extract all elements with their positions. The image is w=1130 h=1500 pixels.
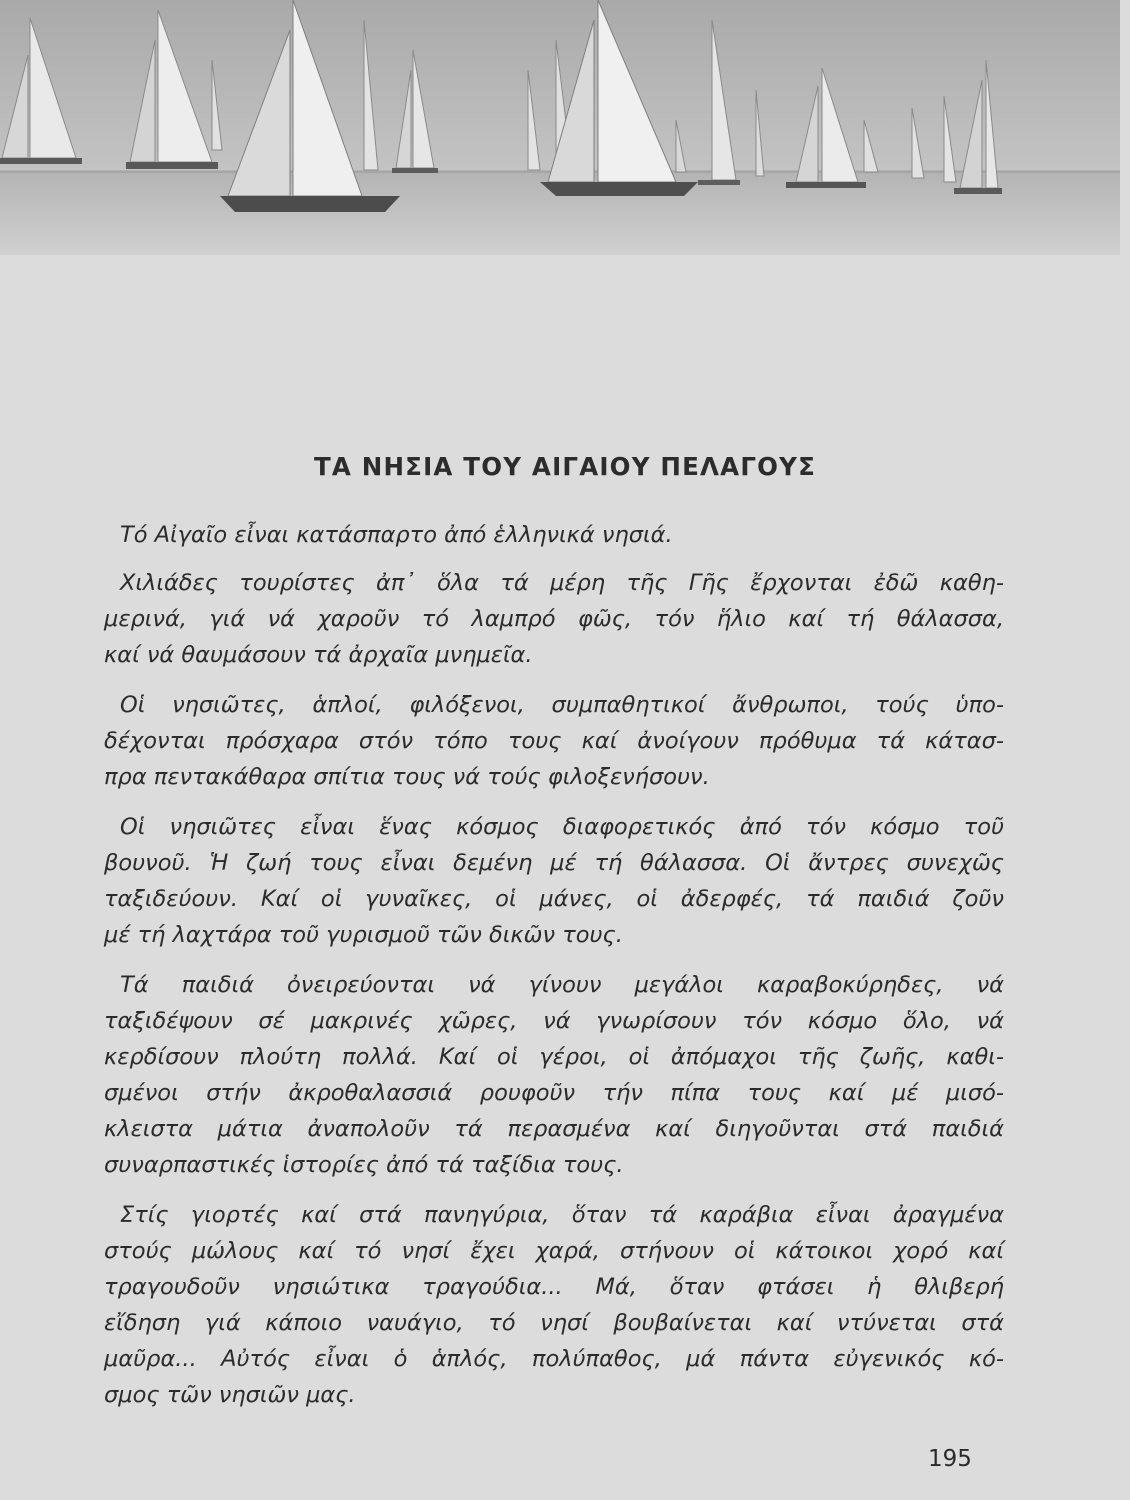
paragraph bbox=[104, 967, 1004, 1003]
text-line: πρα πεντακάθαρα σπίτια τους νά τούς φιλοξενήσουν. bbox=[104, 764, 710, 790]
paragraph bbox=[104, 1197, 1004, 1233]
text-line: κλειστα μάτια ἀναπολοῦν τά περασμένα καί διηγοῦνται στά παιδιά bbox=[104, 1116, 1004, 1142]
text-line: Τά παιδιά ὀνειρεύονται νά γίνουν μεγάλοι καραβοκύρηδες, νά bbox=[120, 972, 1004, 998]
text-line: ταξιδέψουν σέ μακρινές χῶρες, νά γνωρίσουν τόν κόσμο ὅλο, νά bbox=[104, 1008, 1004, 1034]
sailboats-photo bbox=[0, 0, 1130, 255]
text-line: μερινά, γιά νά χαροῦν τό λαμπρό φῶς, τόν ἥλιο καί τή θάλασσα, bbox=[104, 606, 1004, 632]
paragraph-continuation bbox=[104, 1003, 1004, 1183]
text-line: σμένοι στήν ἀκροθαλασσιά ρουφοῦν τήν πίπα τους καί μέ μισό- bbox=[104, 1080, 1004, 1106]
paragraph-continuation bbox=[104, 1233, 1004, 1413]
text-line: Στίς γιορτές καί στά πανηγύρια, ὅταν τά καράβια εἶναι ἀραγμένα bbox=[120, 1202, 1004, 1228]
paragraph-continuation bbox=[104, 845, 1004, 953]
text-line: βουνοῦ. Ἡ ζωή τους εἶναι δεμένη μέ τή θάλασσα. Οἱ ἄντρες συνεχῶς bbox=[104, 850, 1004, 876]
body-text bbox=[104, 517, 1004, 1413]
text-line: σμος τῶν νησιῶν μας. bbox=[104, 1382, 356, 1408]
paragraph bbox=[104, 565, 1004, 601]
sailboats-illustration bbox=[0, 0, 1130, 255]
text-line: καί νά θαυμάσουν τά ἀρχαῖα μνημεῖα. bbox=[104, 642, 533, 668]
paragraph-continuation bbox=[104, 601, 1004, 673]
text-line: στούς μώλους καί τό νησί ἔχει χαρά, στήνουν οἱ κάτοικοι χορό καί bbox=[104, 1238, 1004, 1264]
text-line: Οἱ νησιῶτες, ἁπλοί, φιλόξενοι, συμπαθητικοί ἄνθρωποι, τούς ὑπο- bbox=[120, 692, 1004, 718]
paragraph bbox=[104, 517, 1004, 553]
text-line: ταξιδεύουν. Καί οἱ γυναῖκες, οἱ μάνες, οἱ ἀδερφές, τά παιδιά ζοῦν bbox=[104, 886, 1004, 912]
text-line: μέ τή λαχτάρα τοῦ γυρισμοῦ τῶν δικῶν τους. bbox=[104, 922, 623, 948]
paragraph bbox=[104, 809, 1004, 845]
paragraph bbox=[104, 687, 1004, 723]
text-line: τραγουδοῦν νησιώτικα τραγούδια... Μά, ὅταν φτάσει ἡ θλιβερή bbox=[104, 1274, 1004, 1300]
text-line: εἴδηση γιά κάποιο ναυάγιο, τό νησί βουβαίνεται καί ντύνεται στά bbox=[104, 1310, 1004, 1336]
text-line: Χιλιάδες τουρίστες ἀπ᾽ ὅλα τά μέρη τῆς Γῆς ἔρχονται ἐδῶ καθη- bbox=[120, 570, 1004, 596]
text-line: δέχονται πρόσχαρα στόν τόπο τους καί ἀνοίγουν πρόθυμα τά κάτασ- bbox=[104, 728, 1004, 754]
text-line: Τό Αἰγαῖο εἶναι κατάσπαρτο ἀπό ἑλληνικά νησιά. bbox=[120, 522, 673, 548]
page-number: 195 bbox=[928, 1446, 972, 1472]
text-line: μαῦρα... Αὐτός εἶναι ὁ ἁπλός, πολύπαθος, μά πάντα εὐγενικός κό- bbox=[104, 1346, 1004, 1372]
page-title: ΤΑ ΝΗΣΙΑ ΤΟΥ ΑΙΓΑΙΟΥ ΠΕΛΑΓΟΥΣ bbox=[313, 452, 817, 481]
text-line: συναρπαστικές ἱστορίες ἀπό τά ταξίδια τους. bbox=[104, 1152, 624, 1178]
text-line: Οἱ νησιῶτες εἶναι ἕνας κόσμος διαφορετικός ἀπό τόν κόσμο τοῦ bbox=[120, 814, 1004, 840]
paragraph-continuation bbox=[104, 723, 1004, 795]
text-line: κερδίσουν πλούτη πολλά. Καί οἱ γέροι, οἱ ἀπόμαχοι τῆς ζωῆς, καθι- bbox=[104, 1044, 1004, 1070]
